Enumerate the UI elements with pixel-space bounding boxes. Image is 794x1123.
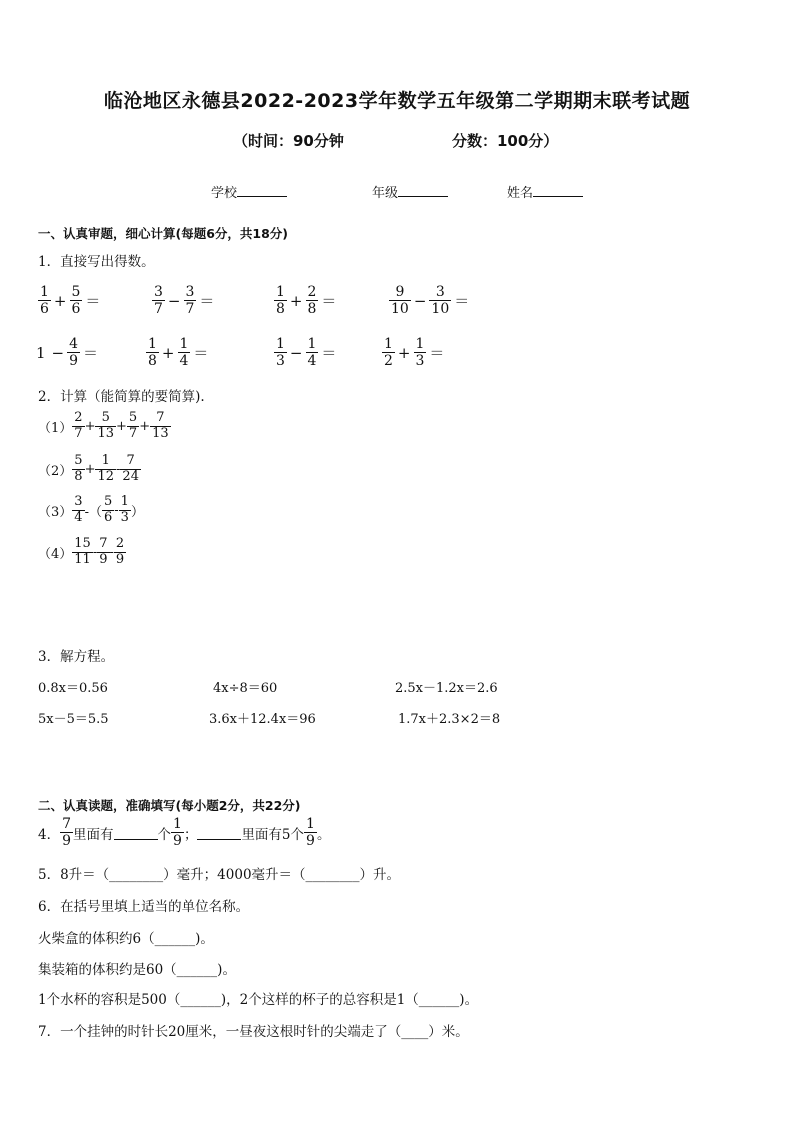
fraction: $\frac{1}{2}$	[384, 336, 393, 370]
time-label: （时间：90分钟	[233, 132, 344, 150]
q2-item-2	[38, 454, 141, 485]
grade-blank[interactable]	[398, 183, 448, 197]
fraction: $\frac{1}{3}$	[120, 494, 129, 525]
q1-expr-3: $\frac{1}{8}$ + $\frac{2}{8}$ ＝	[276, 284, 337, 318]
q1-expr-2: $\frac{3}{7}$ − $\frac{3}{7}$ ＝	[154, 284, 215, 318]
q1-expr-4: $\frac{9}{10}$ − $\frac{3}{10}$ ＝	[391, 284, 470, 318]
question-6c: 1个水杯的容积是500（______)，2个这样的杯子的总容积是1（______)。	[38, 992, 479, 1008]
question-5: 5．8升＝（________）毫升；4000毫升＝（________）升。	[38, 867, 401, 883]
fraction: $\frac{7}{13}$	[152, 410, 169, 441]
equation: 1.7x＋2.3×2＝8	[398, 712, 501, 727]
equation: 3.6x＋12.4x＝96	[209, 712, 316, 727]
fraction: $\frac{3}{7}$	[154, 284, 163, 318]
school-field[interactable]	[211, 182, 287, 201]
question-6b: 集装箱的体积约是60（______)。	[38, 962, 236, 978]
fraction: $\frac{1}{12}$	[97, 453, 115, 484]
item-tag: （2）	[38, 463, 73, 479]
equation: 2.5x－1.2x＝2.6	[395, 681, 498, 696]
fraction: $\frac{5}{8}$	[74, 453, 83, 484]
school-label: 学校	[211, 186, 238, 201]
q1-expr-6: $\frac{1}{8}$ + $\frac{1}{4}$ ＝	[148, 336, 209, 370]
fraction: $\frac{1}{8}$	[148, 336, 157, 370]
q1-expr-8: $\frac{1}{2}$ + $\frac{1}{3}$ ＝	[384, 336, 445, 370]
fraction: $\frac{4}{9}$	[69, 336, 79, 370]
school-blank[interactable]	[237, 183, 287, 197]
fraction: $\frac{9}{10}$	[391, 284, 409, 318]
equation: 4x÷8＝60	[213, 681, 278, 696]
answer-blank[interactable]	[197, 826, 241, 840]
grade-label: 年级	[372, 186, 399, 201]
fraction: $\frac{15}{11}$	[74, 536, 91, 567]
question-4: 4． $\frac{7}{9}$ 里面有 个 $\frac{1}{9}$ ； 里面有5个 $\frac{1}{9}$ 。	[38, 816, 331, 850]
fraction: $\frac{5}{7}$	[128, 410, 138, 441]
operator: -	[116, 461, 121, 477]
fraction: $\frac{7}{9}$	[62, 816, 72, 850]
fraction: $\frac{2}{8}$	[307, 284, 317, 318]
fraction: $\frac{5}{6}$	[103, 494, 113, 525]
operator: -	[109, 544, 114, 560]
page-title: 临沧地区永德县2022-2023学年数学五年级第二学期期末联考试题	[103, 90, 691, 112]
score-label: 分数：100分）	[452, 132, 559, 150]
q1-expr-1: $\frac{1}{6}$ + $\frac{5}{6}$ ＝	[40, 284, 101, 318]
question-7: 7．一个挂钟的时针长20厘米，一昼夜这根时针的尖端走了（____）米。	[38, 1024, 469, 1040]
fraction: $\frac{5}{13}$	[97, 410, 115, 441]
fraction: $\frac{1}{8}$	[276, 284, 285, 318]
operator: +	[116, 418, 127, 434]
question-3-label: 3．解方程。	[38, 649, 115, 665]
question-6: 6．在括号里填上适当的单位名称。	[38, 899, 250, 915]
name-label: 姓名	[507, 186, 534, 201]
fraction: $\frac{2}{7}$	[74, 410, 83, 441]
equation: 5x－5＝5.5	[38, 712, 109, 727]
operator: ）	[130, 504, 144, 520]
section-2-heading: 二、认真读题，准确填写(每小题2分，共22分)	[38, 798, 301, 813]
operator: +	[84, 418, 96, 434]
operator: +	[84, 461, 96, 477]
fraction: $\frac{1}{9}$	[306, 816, 315, 850]
fraction: $\frac{1}{3}$	[415, 336, 425, 370]
q1-expr-5: 1 − $\frac{4}{9}$ ＝	[36, 336, 99, 370]
q2-item-4	[38, 537, 126, 568]
grade-field[interactable]	[372, 182, 448, 201]
answer-blank[interactable]	[114, 826, 158, 840]
operator: -（	[84, 504, 102, 520]
equation: 0.8x＝0.56	[38, 681, 108, 696]
item-tag: （4）	[38, 546, 73, 562]
name-field[interactable]	[507, 182, 583, 201]
fraction: $\frac{2}{9}$	[115, 536, 125, 567]
operator: -	[92, 544, 98, 560]
q2-item-3	[38, 495, 144, 526]
question-2-label: 2．计算（能简算的要简算).	[38, 389, 205, 405]
item-tag: （3）	[38, 504, 73, 520]
operator: +	[139, 418, 151, 434]
fraction: $\frac{1}{9}$	[173, 816, 182, 850]
question-1-label: 1．直接写出得数。	[38, 254, 155, 270]
fraction: $\frac{3}{10}$	[431, 284, 450, 318]
fraction: $\frac{3}{7}$	[185, 284, 195, 318]
fraction: $\frac{3}{4}$	[74, 494, 83, 525]
item-tag: （1）	[38, 420, 73, 436]
fraction: $\frac{7}{9}$	[99, 536, 108, 567]
operator: -	[114, 502, 119, 518]
section-1-heading: 一、认真审题，细心计算(每题6分，共18分)	[38, 226, 289, 241]
fraction: $\frac{7}{24}$	[122, 453, 139, 484]
fraction: $\frac{1}{4}$	[307, 336, 317, 370]
q2-item-1	[38, 411, 171, 442]
fraction: $\frac{1}{4}$	[179, 336, 189, 370]
question-6a: 火柴盒的体积约6（______)。	[38, 931, 214, 947]
q1-expr-7: $\frac{1}{3}$ − $\frac{1}{4}$ ＝	[276, 336, 337, 370]
fraction: $\frac{1}{6}$	[40, 284, 49, 318]
name-blank[interactable]	[533, 183, 583, 197]
fraction: $\frac{1}{3}$	[276, 336, 285, 370]
fraction: $\frac{5}{6}$	[71, 284, 81, 318]
